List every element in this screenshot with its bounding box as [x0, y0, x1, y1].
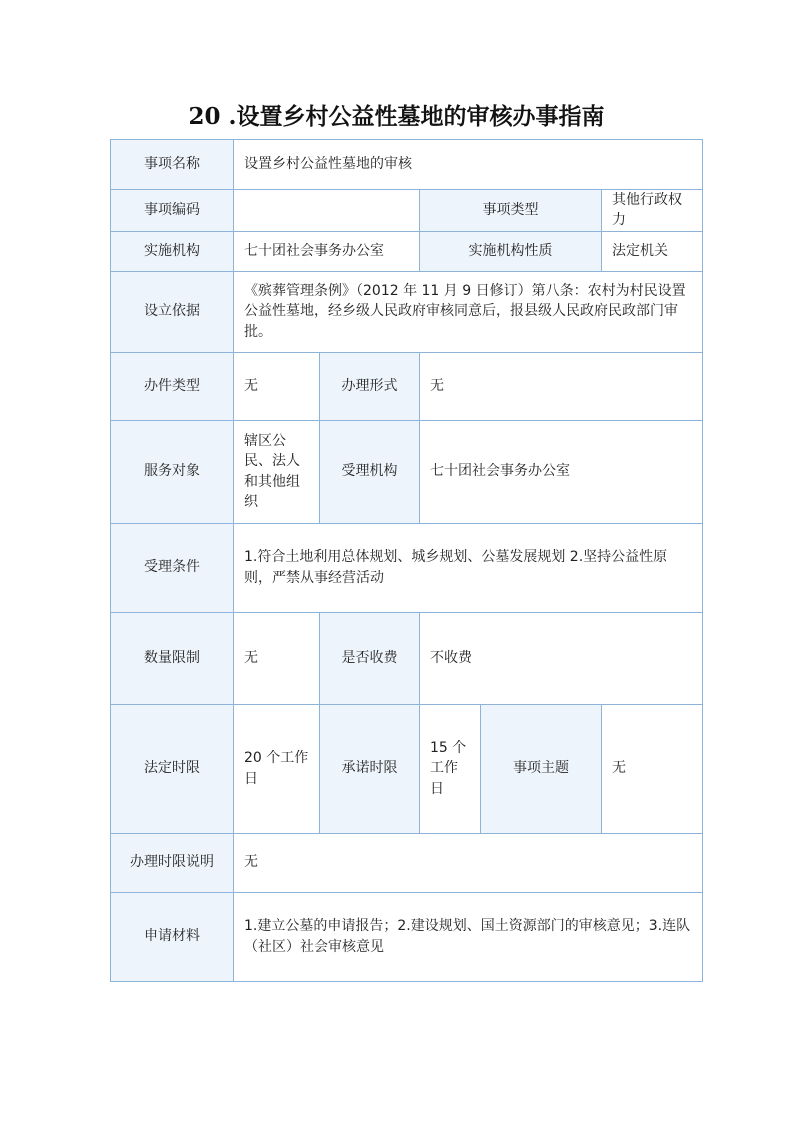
row-materials	[111, 892, 703, 981]
agency-label: 实施机构	[111, 231, 234, 271]
row-time-limit	[111, 704, 703, 833]
item-name-value: 设置乡村公益性墓地的审核	[234, 140, 703, 190]
row-service-target	[111, 420, 703, 523]
case-type-label: 办件类型	[111, 352, 234, 420]
materials-value: 1.建立公墓的申请报告；2.建设规划、国土资源部门的审核意见；3.连队（社区）社会审核意见	[234, 892, 703, 981]
service-target-label: 服务对象	[111, 420, 234, 523]
handling-form-label: 办理形式	[320, 352, 420, 420]
row-conditions	[111, 523, 703, 612]
promised-time-label: 承诺时限	[320, 704, 420, 833]
accepting-agency-label: 受理机构	[320, 420, 420, 523]
accepting-agency-value: 七十团社会事务办公室	[420, 420, 703, 523]
conditions-value: 1.符合土地利用总体规划、城乡规划、公墓发展规划 2.坚持公益性原则，严禁从事经营活动	[234, 523, 703, 612]
materials-label: 申请材料	[111, 892, 234, 981]
quantity-limit-value: 无	[234, 612, 320, 704]
handling-form-value: 无	[420, 352, 703, 420]
page-title: 20 .设置乡村公益性墓地的审核办事指南	[188, 103, 605, 130]
charge-label: 是否收费	[320, 612, 420, 704]
row-time-note	[111, 833, 703, 892]
row-quantity	[111, 612, 703, 704]
quantity-limit-label: 数量限制	[111, 612, 234, 704]
basis-label: 设立依据	[111, 271, 234, 352]
item-type-value: 其他行政权力	[602, 190, 703, 232]
theme-value: 无	[602, 704, 703, 833]
promised-time-value: 15 个工作日	[420, 704, 481, 833]
row-agency	[111, 231, 703, 271]
item-type-label: 事项类型	[420, 190, 602, 232]
guide-table	[110, 139, 703, 982]
item-name-label: 事项名称	[111, 140, 234, 190]
case-type-value: 无	[234, 352, 320, 420]
item-code-label: 事项编码	[111, 190, 234, 232]
agency-value: 七十团社会事务办公室	[234, 231, 420, 271]
basis-value: 《殡葬管理条例》（2012 年 11 月 9 日修订）第八条：农村为村民设置公益性墓地，经乡级人民政府审核同意后，报县级人民政府民政部门审批。	[234, 271, 703, 352]
conditions-label: 受理条件	[111, 523, 234, 612]
row-item-name	[111, 140, 703, 190]
row-case-type	[111, 352, 703, 420]
row-item-code	[111, 190, 703, 232]
agency-nature-label: 实施机构性质	[420, 231, 602, 271]
service-target-value: 辖区公民、法人和其他组织	[234, 420, 320, 523]
agency-nature-value: 法定机关	[602, 231, 703, 271]
theme-label: 事项主题	[481, 704, 602, 833]
charge-value: 不收费	[420, 612, 703, 704]
item-code-value	[234, 190, 420, 232]
time-note-label: 办理时限说明	[111, 833, 234, 892]
time-note-value: 无	[234, 833, 703, 892]
legal-time-value: 20 个工作日	[234, 704, 320, 833]
row-basis	[111, 271, 703, 352]
legal-time-label: 法定时限	[111, 704, 234, 833]
